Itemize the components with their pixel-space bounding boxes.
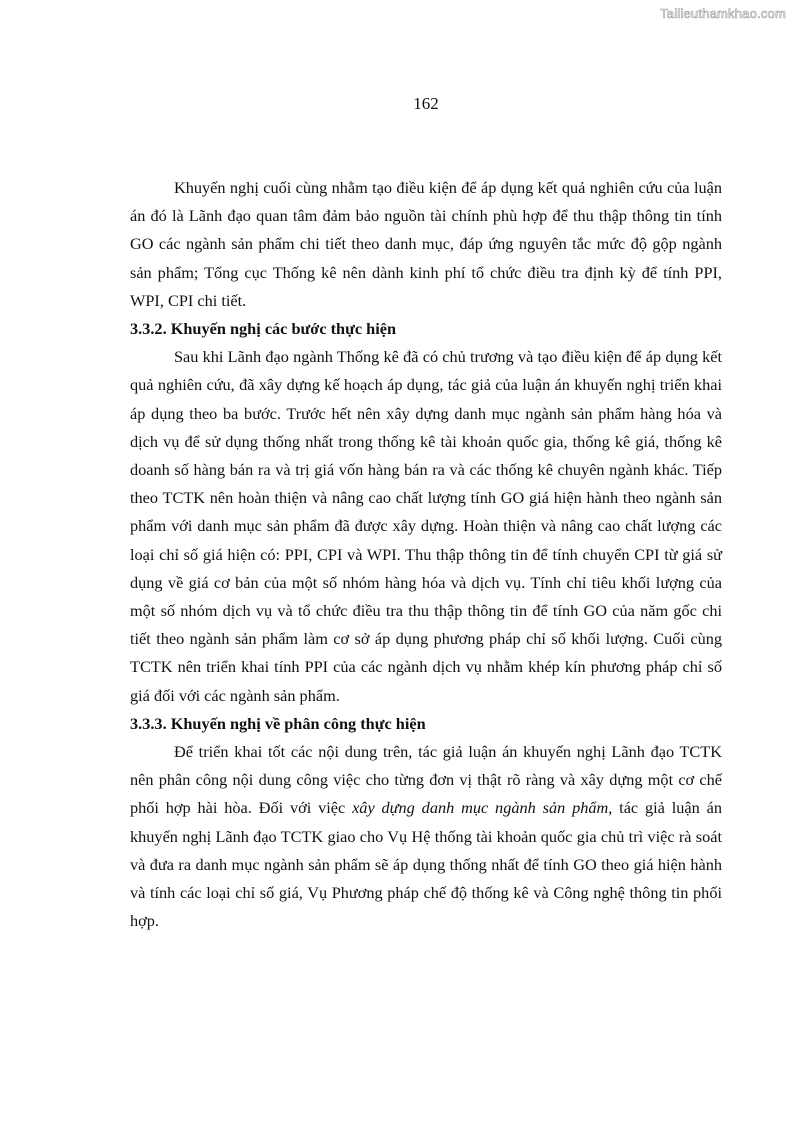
paragraph-text-end: , tác giả luận án khuyến nghị Lãnh đạo TCTK giao cho Vụ Hệ thống tài khoản quốc gia chủ trì việc rà soát và đưa ra danh mục ngành sản phẩm sẽ áp dụng thống nhất để tính GO theo giá hiện hành và tính các loại chỉ số giá, Vụ Phương pháp chế độ thống kê và Công nghệ thông tin phối hợp. [130,798,722,931]
watermark: Tailieuthamkhao.com [660,6,786,21]
italic-phrase: xây dựng danh mục ngành sản phẩm [352,798,609,818]
page-number: 162 [413,94,439,113]
paragraph-implementation-steps: Sau khi Lãnh đạo ngành Thống kê đã có chủ trương và tạo điều kiện để áp dụng kết quả nghiên cứu, đã xây dựng kế hoạch áp dụng, tác giả của luận án khuyến nghị triển khai áp dụng theo ba bước. Trước hết nên xây dựng danh mục ngành sản phẩm hàng hóa và dịch vụ để sử dụng thống nhất trong thống kê tài khoản quốc gia, thống kê giá, thống kê doanh số hàng bán ra và trị giá vốn hàng bán ra và các thống kê chuyên ngành khác. Tiếp theo TCTK nên hoàn thiện và nâng cao chất lượng tính GO giá hiện hành theo ngành sản phẩm với danh mục sản phẩm đã được xây dựng. Hoàn thiện và nâng cao chất lượng các loại chỉ số giá hiện có: PPI, CPI và WPI. Thu thập thông tin để tính chuyển CPI từ giá sử dụng về giá cơ bản của một số nhóm hàng hóa và dịch vụ. Tính chỉ tiêu khối lượng của một số nhóm dịch vụ và tổ chức điều tra thu thập thông tin để tính GO của năm gốc chi tiết theo ngành sản phẩm làm cơ sở áp dụng phương pháp chỉ số khối lượng. Cuối cùng TCTK nên triển khai tính PPI của các ngành dịch vụ nhằm khép kín phương pháp chỉ số giá đối với các ngành sản phẩm. [130,347,722,705]
paragraph-task-assignment [130,738,722,935]
paragraph-text-start: Để triển khai tốt các nội dung trên, tác giả luận án khuyến nghị Lãnh đạo TCTK nên phân công nội dung công việc cho từng đơn vị thật rõ ràng và xây dựng một cơ chế phối hợp hài hòa. Đối với việc [130,742,722,818]
section-heading-3-3-2: 3.3.2. Khuyến nghị các bước thực hiện [130,319,397,339]
paragraph-recommendation-funding: Khuyến nghị cuối cùng nhằm tạo điều kiện để áp dụng kết quả nghiên cứu của luận án đó là Lãnh đạo quan tâm đảm bảo nguồn tài chính phù hợp để thu thập thông tin tính GO các ngành sản phẩm chi tiết theo danh mục, đáp ứng nguyên tắc mức độ gộp ngành sản phẩm; Tổng cục Thống kê nên dành kinh phí tổ chức điều tra định kỳ để tính PPI, WPI, CPI chi tiết. [130,178,722,310]
section-heading-3-3-3: 3.3.3. Khuyến nghị về phân công thực hiện [130,713,426,733]
document-body [130,174,722,935]
